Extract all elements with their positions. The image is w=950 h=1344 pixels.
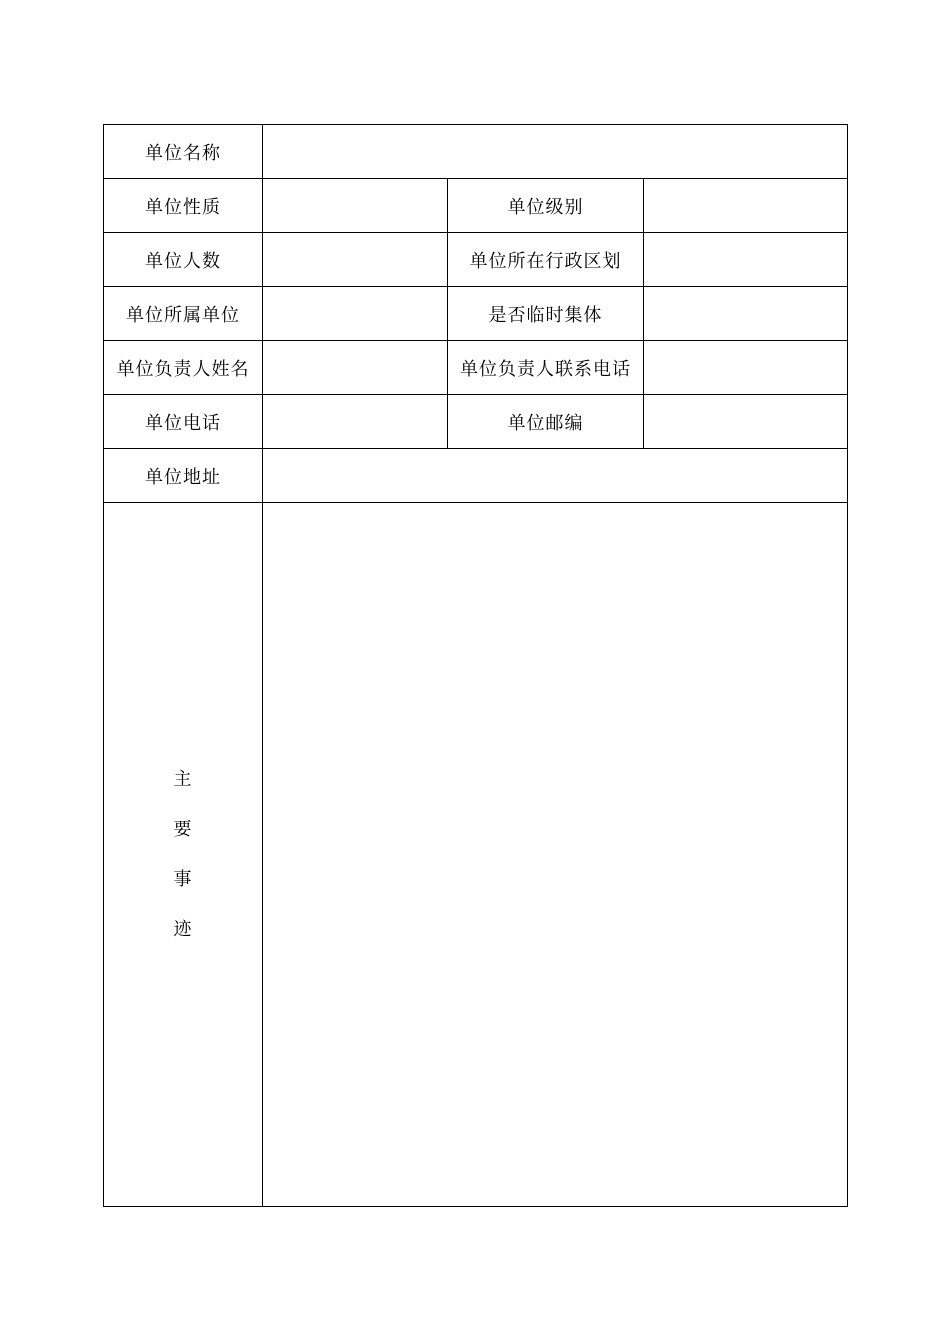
form-row-main-deeds	[104, 503, 848, 1207]
unit-nature-label: 单位性质	[104, 179, 263, 233]
unit-headcount-label: 单位人数	[104, 233, 263, 287]
unit-phone-field[interactable]	[263, 395, 448, 449]
head-name-field[interactable]	[263, 341, 448, 395]
main-deeds-field[interactable]	[263, 503, 848, 1207]
main-deeds-char: 主	[173, 768, 193, 790]
form-row-unit-nature	[104, 179, 848, 233]
registration-form-table	[103, 124, 848, 1207]
main-deeds-label	[104, 503, 263, 1207]
parent-unit-label: 单位所属单位	[104, 287, 263, 341]
unit-level-label: 单位级别	[448, 179, 644, 233]
unit-name-label: 单位名称	[104, 125, 263, 179]
unit-postcode-label: 单位邮编	[448, 395, 644, 449]
head-name-label: 单位负责人姓名	[104, 341, 263, 395]
unit-address-label: 单位地址	[104, 449, 263, 503]
main-deeds-char: 事	[173, 868, 193, 890]
unit-name-field[interactable]	[263, 125, 848, 179]
parent-unit-field[interactable]	[263, 287, 448, 341]
main-deeds-char: 迹	[173, 918, 193, 940]
main-deeds-char: 要	[173, 818, 193, 840]
temporary-collective-field[interactable]	[644, 287, 848, 341]
unit-level-field[interactable]	[644, 179, 848, 233]
form-row-head-name	[104, 341, 848, 395]
unit-phone-label: 单位电话	[104, 395, 263, 449]
unit-region-field[interactable]	[644, 233, 848, 287]
temporary-collective-label: 是否临时集体	[448, 287, 644, 341]
head-phone-label: 单位负责人联系电话	[448, 341, 644, 395]
form-row-unit-headcount	[104, 233, 848, 287]
unit-address-field[interactable]	[263, 449, 848, 503]
form-row-unit-address	[104, 449, 848, 503]
form-row-unit-name	[104, 125, 848, 179]
head-phone-field[interactable]	[644, 341, 848, 395]
unit-region-label: 单位所在行政区划	[448, 233, 644, 287]
unit-postcode-field[interactable]	[644, 395, 848, 449]
form-row-unit-phone	[104, 395, 848, 449]
form-row-parent-unit	[104, 287, 848, 341]
unit-nature-field[interactable]	[263, 179, 448, 233]
main-deeds-vertical-label	[104, 768, 262, 942]
unit-headcount-field[interactable]	[263, 233, 448, 287]
